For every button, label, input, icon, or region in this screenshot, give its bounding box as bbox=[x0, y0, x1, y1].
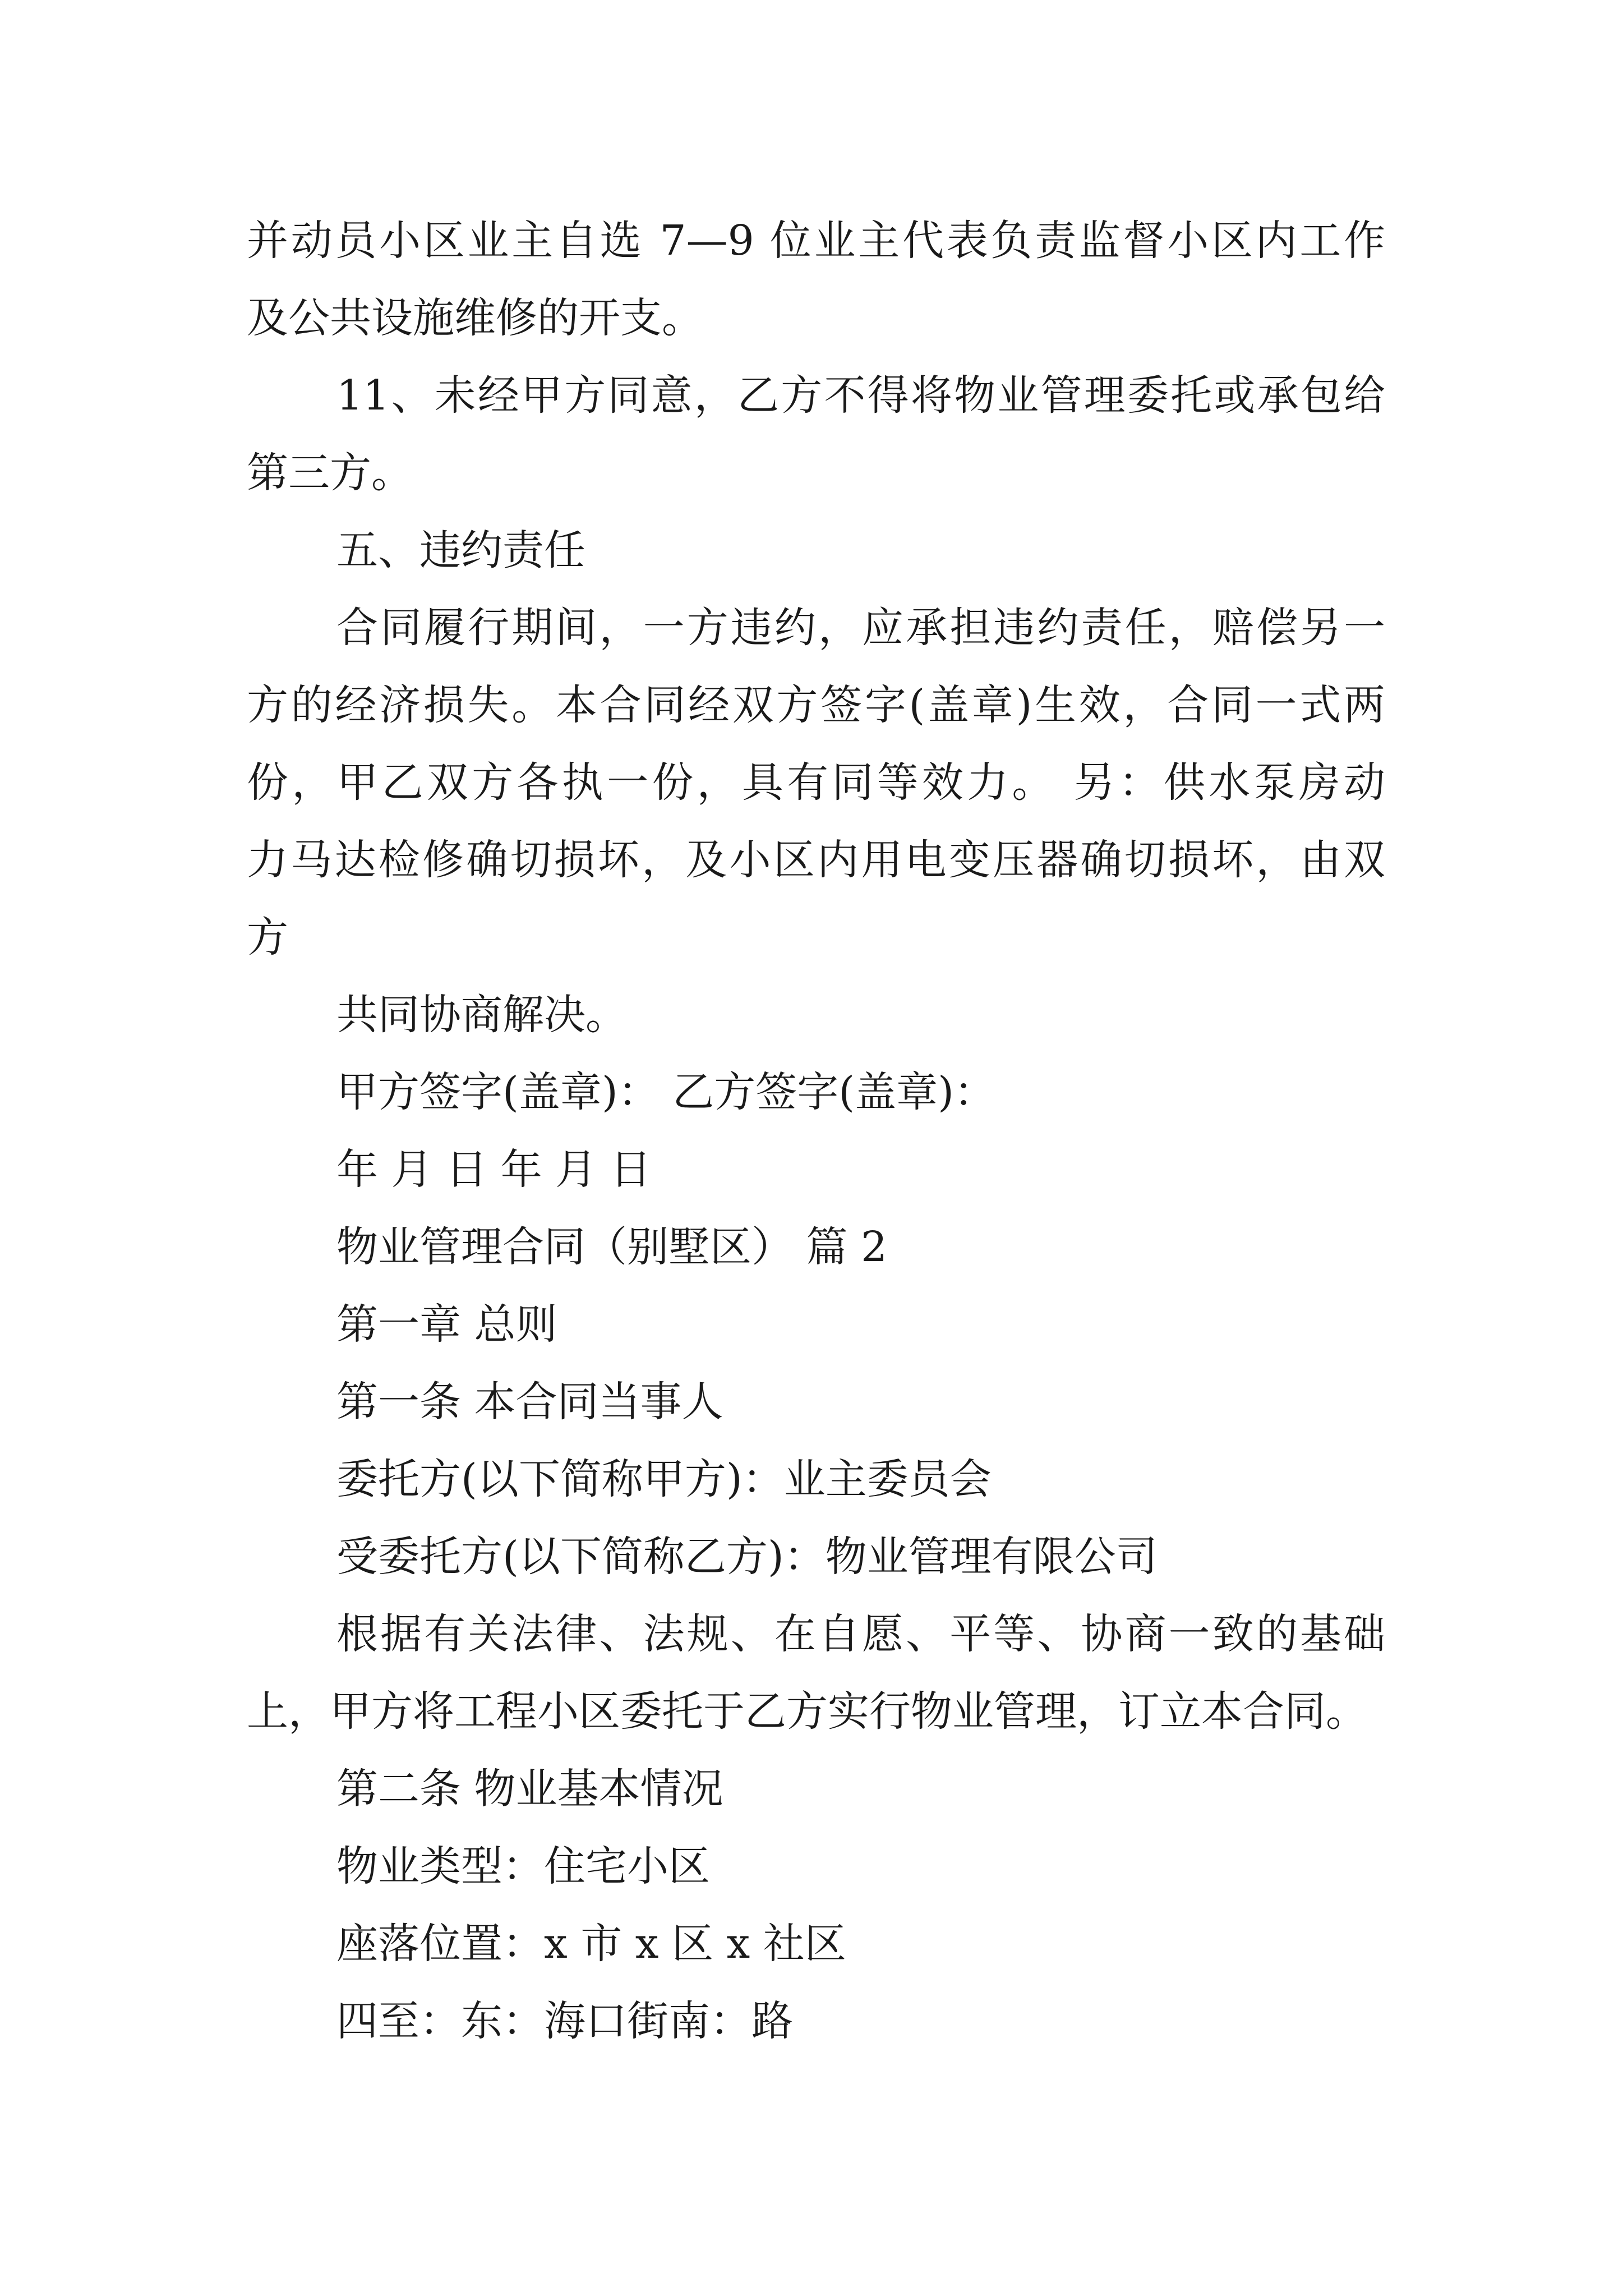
text-line: 力马达检修确切损坏，及小区内用电变压器确切损坏，由双 bbox=[247, 836, 1385, 884]
text-line: 第三方。 bbox=[247, 449, 413, 497]
party-b-line: 受委托方(以下简称乙方)：物业管理有限公司 bbox=[336, 1533, 1158, 1581]
text-line: 根据有关法律、法规、在自愿、平等、协商一致的基础 bbox=[336, 1610, 1385, 1658]
signature-line: 甲方签字(盖章)： 乙方签字(盖章)： bbox=[336, 1068, 996, 1116]
text-line: 上，甲方将工程小区委托于乙方实行物业管理，订立本合同。 bbox=[247, 1687, 1367, 1736]
article-heading: 第一条 本合同当事人 bbox=[336, 1378, 723, 1426]
article-heading: 第二条 物业基本情况 bbox=[336, 1765, 723, 1813]
location-line: 座落位置：x 市 x 区 x 社区 bbox=[336, 1920, 846, 1968]
contract-title: 物业管理合同（别墅区） 篇 2 bbox=[336, 1223, 888, 1271]
document-body bbox=[247, 202, 1385, 2060]
chapter-heading: 第一章 总则 bbox=[336, 1300, 557, 1349]
text-line: 11、未经甲方同意，乙方不得将物业管理委托或承包给 bbox=[336, 371, 1385, 420]
text-line: 并动员小区业主自选 7—9 位业主代表负责监督小区内工作 bbox=[247, 217, 1385, 265]
party-a-line: 委托方(以下简称甲方)：业主委员会 bbox=[336, 1455, 992, 1503]
property-type-line: 物业类型：住宅小区 bbox=[336, 1842, 710, 1890]
text-line: 合同履行期间，一方违约，应承担违约责任，赔偿另一 bbox=[336, 604, 1385, 652]
section-heading: 五、违约责任 bbox=[336, 526, 585, 574]
text-line: 方的经济损失。本合同经双方签字(盖章)生效，合同一式两 bbox=[247, 681, 1385, 729]
text-line: 共同协商解决。 bbox=[336, 991, 627, 1039]
text-line: 及公共设施维修的开支。 bbox=[247, 294, 703, 342]
boundary-line: 四至：东：海口街南：路 bbox=[336, 1997, 793, 2045]
text-line: 份，甲乙双方各执一份，具有同等效力。 另：供水泵房动 bbox=[247, 758, 1385, 807]
date-line: 年 月 日 年 月 日 bbox=[336, 1145, 652, 1194]
text-line: 方 bbox=[247, 913, 288, 961]
